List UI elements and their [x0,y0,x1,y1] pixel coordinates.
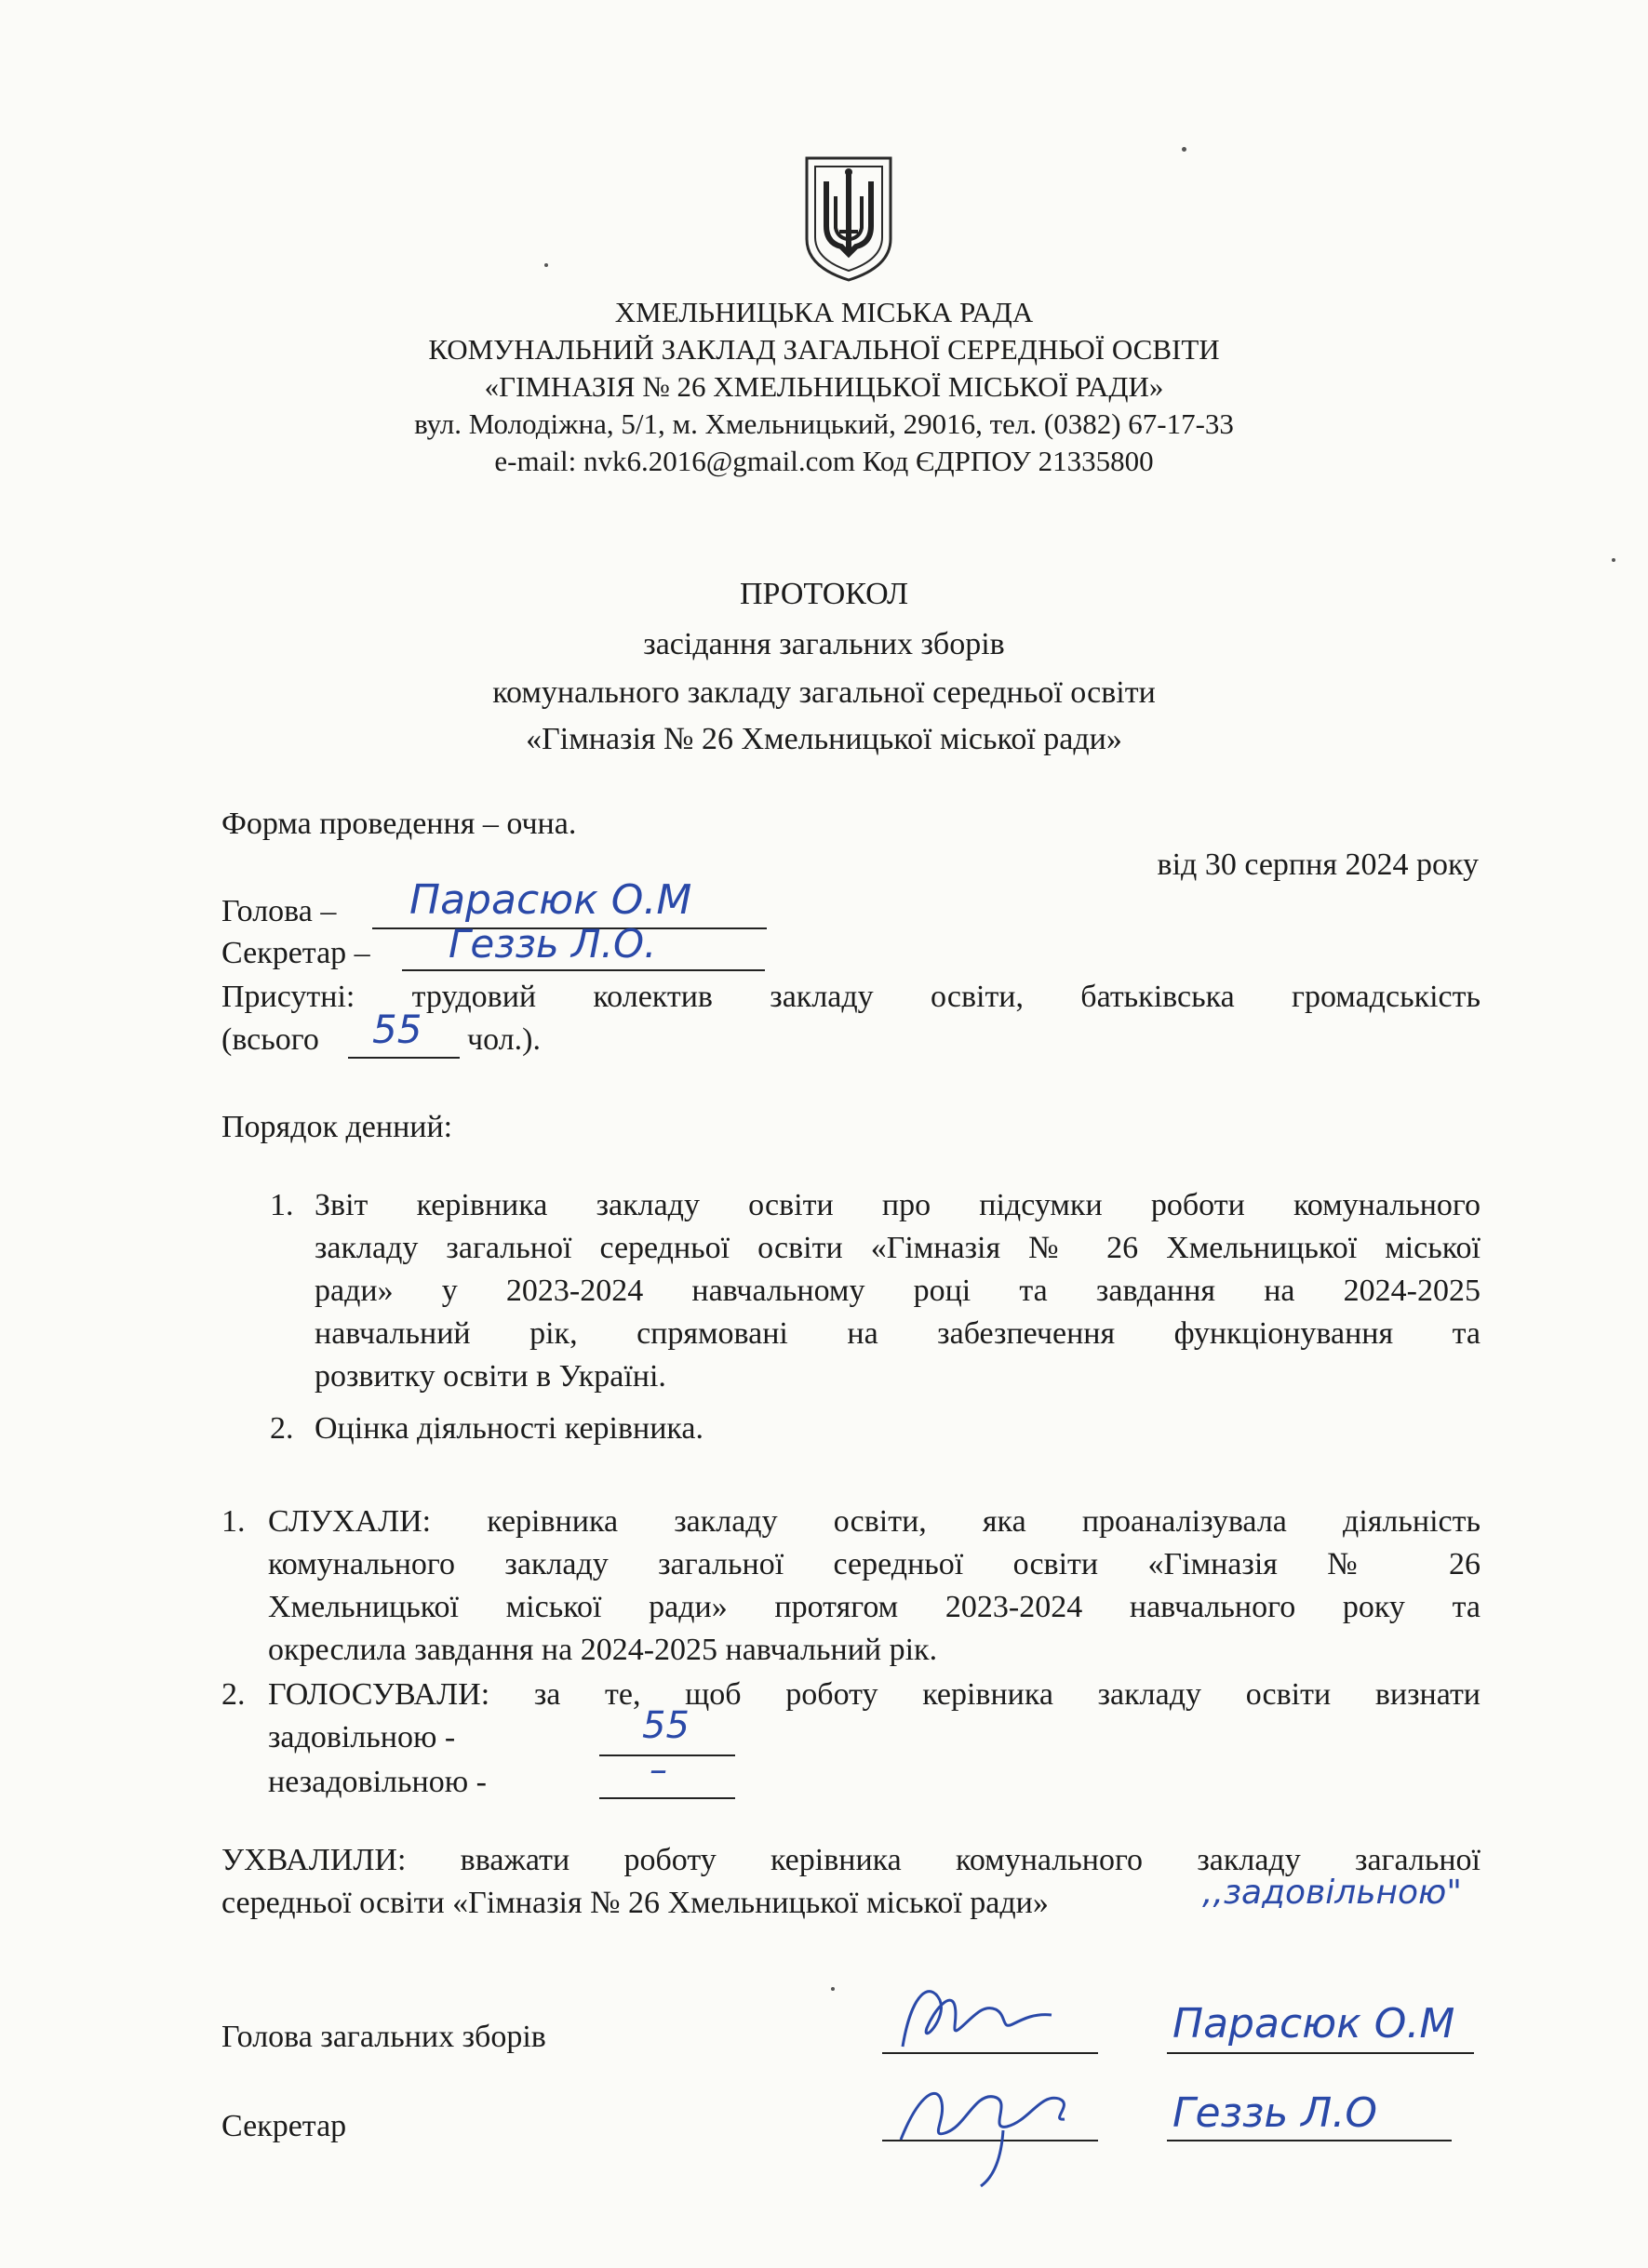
heard-line: Хмельницької міської ради» протягом 2023-2024 навчального року та [268,1590,1481,1624]
header-contacts: e-mail: nvk6.2016@gmail.com Код ЄДРПОУ 21335800 [494,445,1154,477]
scan-speck [544,263,548,267]
unsatisfactory-count: – [650,1749,667,1790]
agenda-item-1-number: 1. [270,1188,294,1222]
secretary-signature-label: Секретар [221,2109,347,2143]
heard-number: 1. [221,1504,246,1539]
agenda-item-1-line: Звіт керівника закладу освіти про підсумки роботи комунального [315,1188,1481,1222]
agenda-item-1-line: ради» у 2023-2024 навчальному році та завдання на 2024-2025 [315,1274,1481,1308]
heard-line: СЛУХАЛИ: керівника закладу освіти, яка проаналізувала діяльність [268,1504,1481,1539]
agenda-item-2-line: Оцінка діяльності керівника. [315,1411,704,1446]
satisfactory-underline [599,1754,735,1756]
satisfactory-count: 55 [642,1704,690,1747]
present-line: Присутні: трудовий колектив закладу освіти, батьківська громадськість [221,980,1481,1014]
resolved-line: УХВАЛИЛИ: вважати роботу керівника комунального закладу загальної [221,1843,1481,1877]
heard-line: комунального закладу загальної середньої освіти «Гімназія № 26 [268,1547,1481,1581]
secretary-label: Секретар – [221,936,370,970]
chair-name-line [1167,2052,1474,2054]
title-line-2: комунального закладу загальної середньої освіти [492,675,1156,710]
secretary-signature-name: Геззь Л.О [1172,2089,1377,2137]
agenda-heading: Порядок денний: [221,1110,453,1144]
agenda-item-2-number: 2. [270,1411,294,1446]
present-suffix: чол.). [467,1022,541,1057]
agenda-item-1-line: навчальний рік, спрямовані на забезпечення функціонування та [315,1316,1481,1351]
chair-signature-name: Парасюк О.М [1172,2000,1455,2048]
satisfactory-label: задовільною - [268,1720,456,1754]
present-count-underline [348,1057,460,1059]
secretary-handwritten-name: Геззь Л.О. [449,921,657,967]
chair-handwritten-name: Парасюк О.М [409,876,692,924]
title-line-1: засідання загальних зборів [643,627,1005,661]
scan-speck [831,1987,835,1991]
header-gymnasium: «ГІМНАЗІЯ № 26 ХМЕЛЬНИЦЬКОЇ МІСЬКОЇ РАДИ» [484,370,1164,403]
present-count: 55 [372,1007,422,1052]
protocol-title: ПРОТОКОЛ [739,577,909,611]
unsatisfactory-label: незадовільною - [268,1765,487,1799]
header-institution: КОМУНАЛЬНИЙ ЗАКЛАД ЗАГАЛЬНОЇ СЕРЕДНЬОЇ ОСВІТИ [428,333,1220,366]
chair-signature [893,1972,1079,2065]
chair-signature-label: Голова загальних зборів [221,2020,546,2054]
scan-speck [1182,147,1186,152]
chair-label: Голова – [221,894,337,928]
coat-of-arms-emblem [802,153,895,284]
header-council: ХМЕЛЬНИЦЬКА МІСЬКА РАДА [614,296,1034,328]
heard-line: окреслила завдання на 2024-2025 навчальний рік. [268,1633,938,1667]
voted-number: 2. [221,1677,246,1712]
resolved-line: середньої освіти «Гімназія № 26 Хмельницької міської ради» [221,1886,1049,1920]
header-address: вул. Молодіжна, 5/1, м. Хмельницький, 29016, тел. (0382) 67-17-33 [414,407,1234,440]
voted-line: ГОЛОСУВАЛИ: за те, щоб роботу керівника закладу освіти визнати [268,1677,1481,1712]
secretary-signature [891,2065,1115,2195]
agenda-item-1-line: розвитку освіти в Україні. [315,1359,666,1394]
title-line-3: «Гімназія № 26 Хмельницької міської ради» [526,722,1122,756]
meeting-date: від 30 серпня 2024 року [1157,847,1479,882]
secretary-underline [402,969,765,971]
unsatisfactory-underline [599,1797,735,1799]
agenda-item-1-line: закладу загальної середньої освіти «Гімназія № 26 Хмельницької міської [315,1231,1481,1265]
scan-speck [1612,558,1615,562]
secretary-name-line [1167,2140,1452,2141]
meeting-form: Форма проведення – очна. [221,807,577,841]
resolved-handwritten-verdict: ,,задовільною" [1202,1874,1462,1912]
present-prefix: (всього [221,1022,319,1057]
